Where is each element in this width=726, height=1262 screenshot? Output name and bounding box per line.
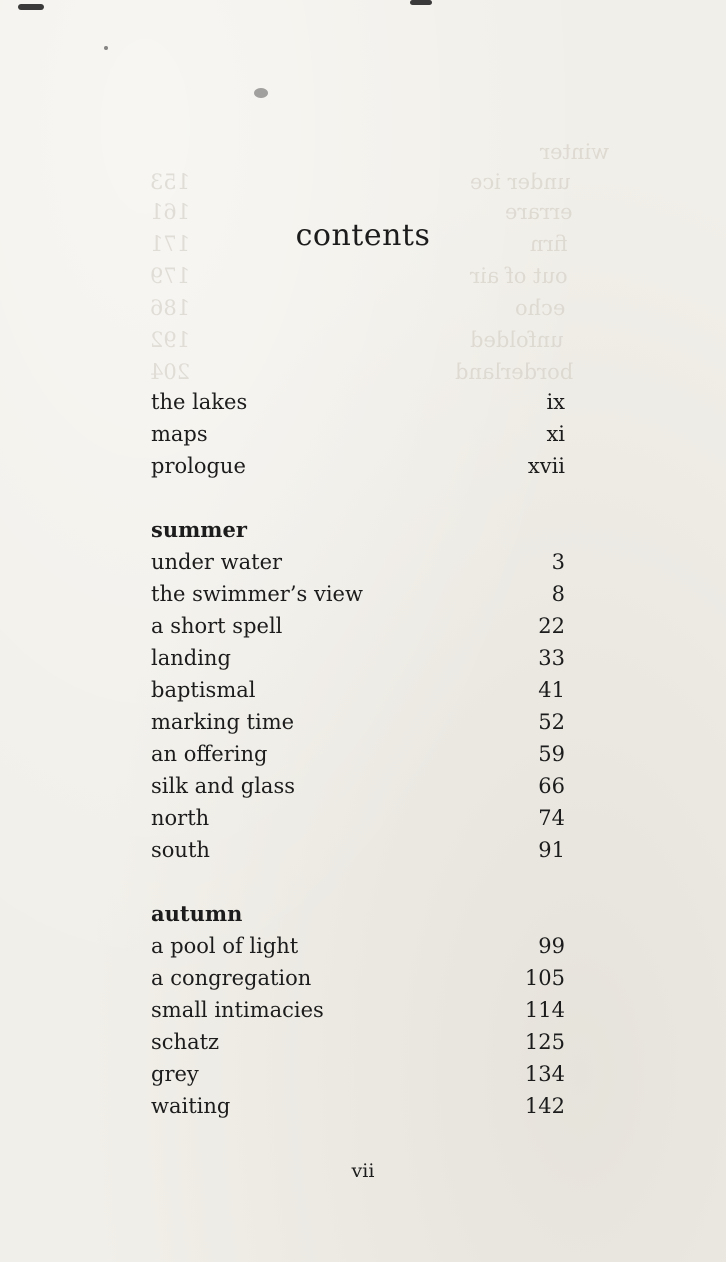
toc-entry-page: 22 [538,614,565,638]
toc-entry-title: grey [151,1062,199,1086]
toc-entry-title: under water [151,550,283,574]
toc-entry [151,1058,565,1090]
toc-entry-page: 52 [538,710,565,734]
toc-entry-page: 33 [538,646,565,670]
toc-entry [151,802,565,834]
toc-entry-title: prologue [151,454,246,478]
speck [410,0,432,5]
toc-entry-page: 3 [551,550,565,574]
toc-entry-title: baptismal [151,678,256,702]
toc-entry-page: 125 [524,1030,565,1054]
toc-entry [151,962,565,994]
section-spacer [151,866,565,898]
toc-entry [151,386,565,418]
toc-entry-title: south [151,838,210,862]
page-title: contents [295,218,431,253]
toc-entry-title: a congregation [151,966,312,990]
toc-entry-page: 59 [538,742,565,766]
toc-entry-page: 134 [524,1062,565,1086]
toc-entry-title: a short spell [151,614,283,638]
toc-entry-page: 99 [538,934,565,958]
toc-entry-page: 142 [524,1094,565,1118]
toc-entry [151,770,565,802]
toc-entry [151,418,565,450]
toc-entry [151,834,565,866]
toc-entry [151,642,565,674]
toc-entry [151,706,565,738]
speck [254,88,268,98]
toc-entry-title: schatz [151,1030,220,1054]
toc-entry-title: landing [151,646,231,670]
page-number: vii [351,1160,375,1182]
section-spacer [151,482,565,514]
section-heading-summer: summer [151,517,247,542]
toc-entry [151,578,565,610]
toc-entry-title: the lakes [151,390,248,414]
speck [18,4,44,10]
toc-entry-page: 114 [524,998,565,1022]
speck [104,46,108,50]
toc-entry-page: 91 [538,838,565,862]
toc-entry-title: north [151,806,210,830]
toc-entry-title: a pool of light [151,934,299,958]
toc-entry-page: ix [546,390,565,414]
toc-entry-page: 8 [551,582,565,606]
toc-entry [151,610,565,642]
toc-entry [151,738,565,770]
toc-entry-page: xvii [527,454,565,478]
table-of-contents [151,386,565,1122]
toc-entry [151,930,565,962]
toc-entry-title: marking time [151,710,295,734]
show-through-texture: winter under ice errare firn out of air echo unfolded borderland 153 161 171 179 186 192 204 [150,140,610,384]
toc-entry-title: waiting [151,1094,231,1118]
toc-entry-page: 74 [538,806,565,830]
toc-entry-title: small intimacies [151,998,324,1022]
toc-entry-title: maps [151,422,208,446]
toc-entry-page: 41 [538,678,565,702]
toc-entry [151,546,565,578]
toc-entry-title: the swimmer’s view [151,582,363,606]
toc-entry [151,1026,565,1058]
toc-entry [151,994,565,1026]
toc-entry [151,674,565,706]
toc-entry-title: silk and glass [151,774,296,798]
toc-entry-title: an offering [151,742,268,766]
toc-entry-page: xi [546,422,565,446]
toc-entry [151,450,565,482]
toc-entry-page: 66 [538,774,565,798]
toc-entry [151,1090,565,1122]
section-heading-autumn: autumn [151,901,243,926]
toc-entry-page: 105 [524,966,565,990]
